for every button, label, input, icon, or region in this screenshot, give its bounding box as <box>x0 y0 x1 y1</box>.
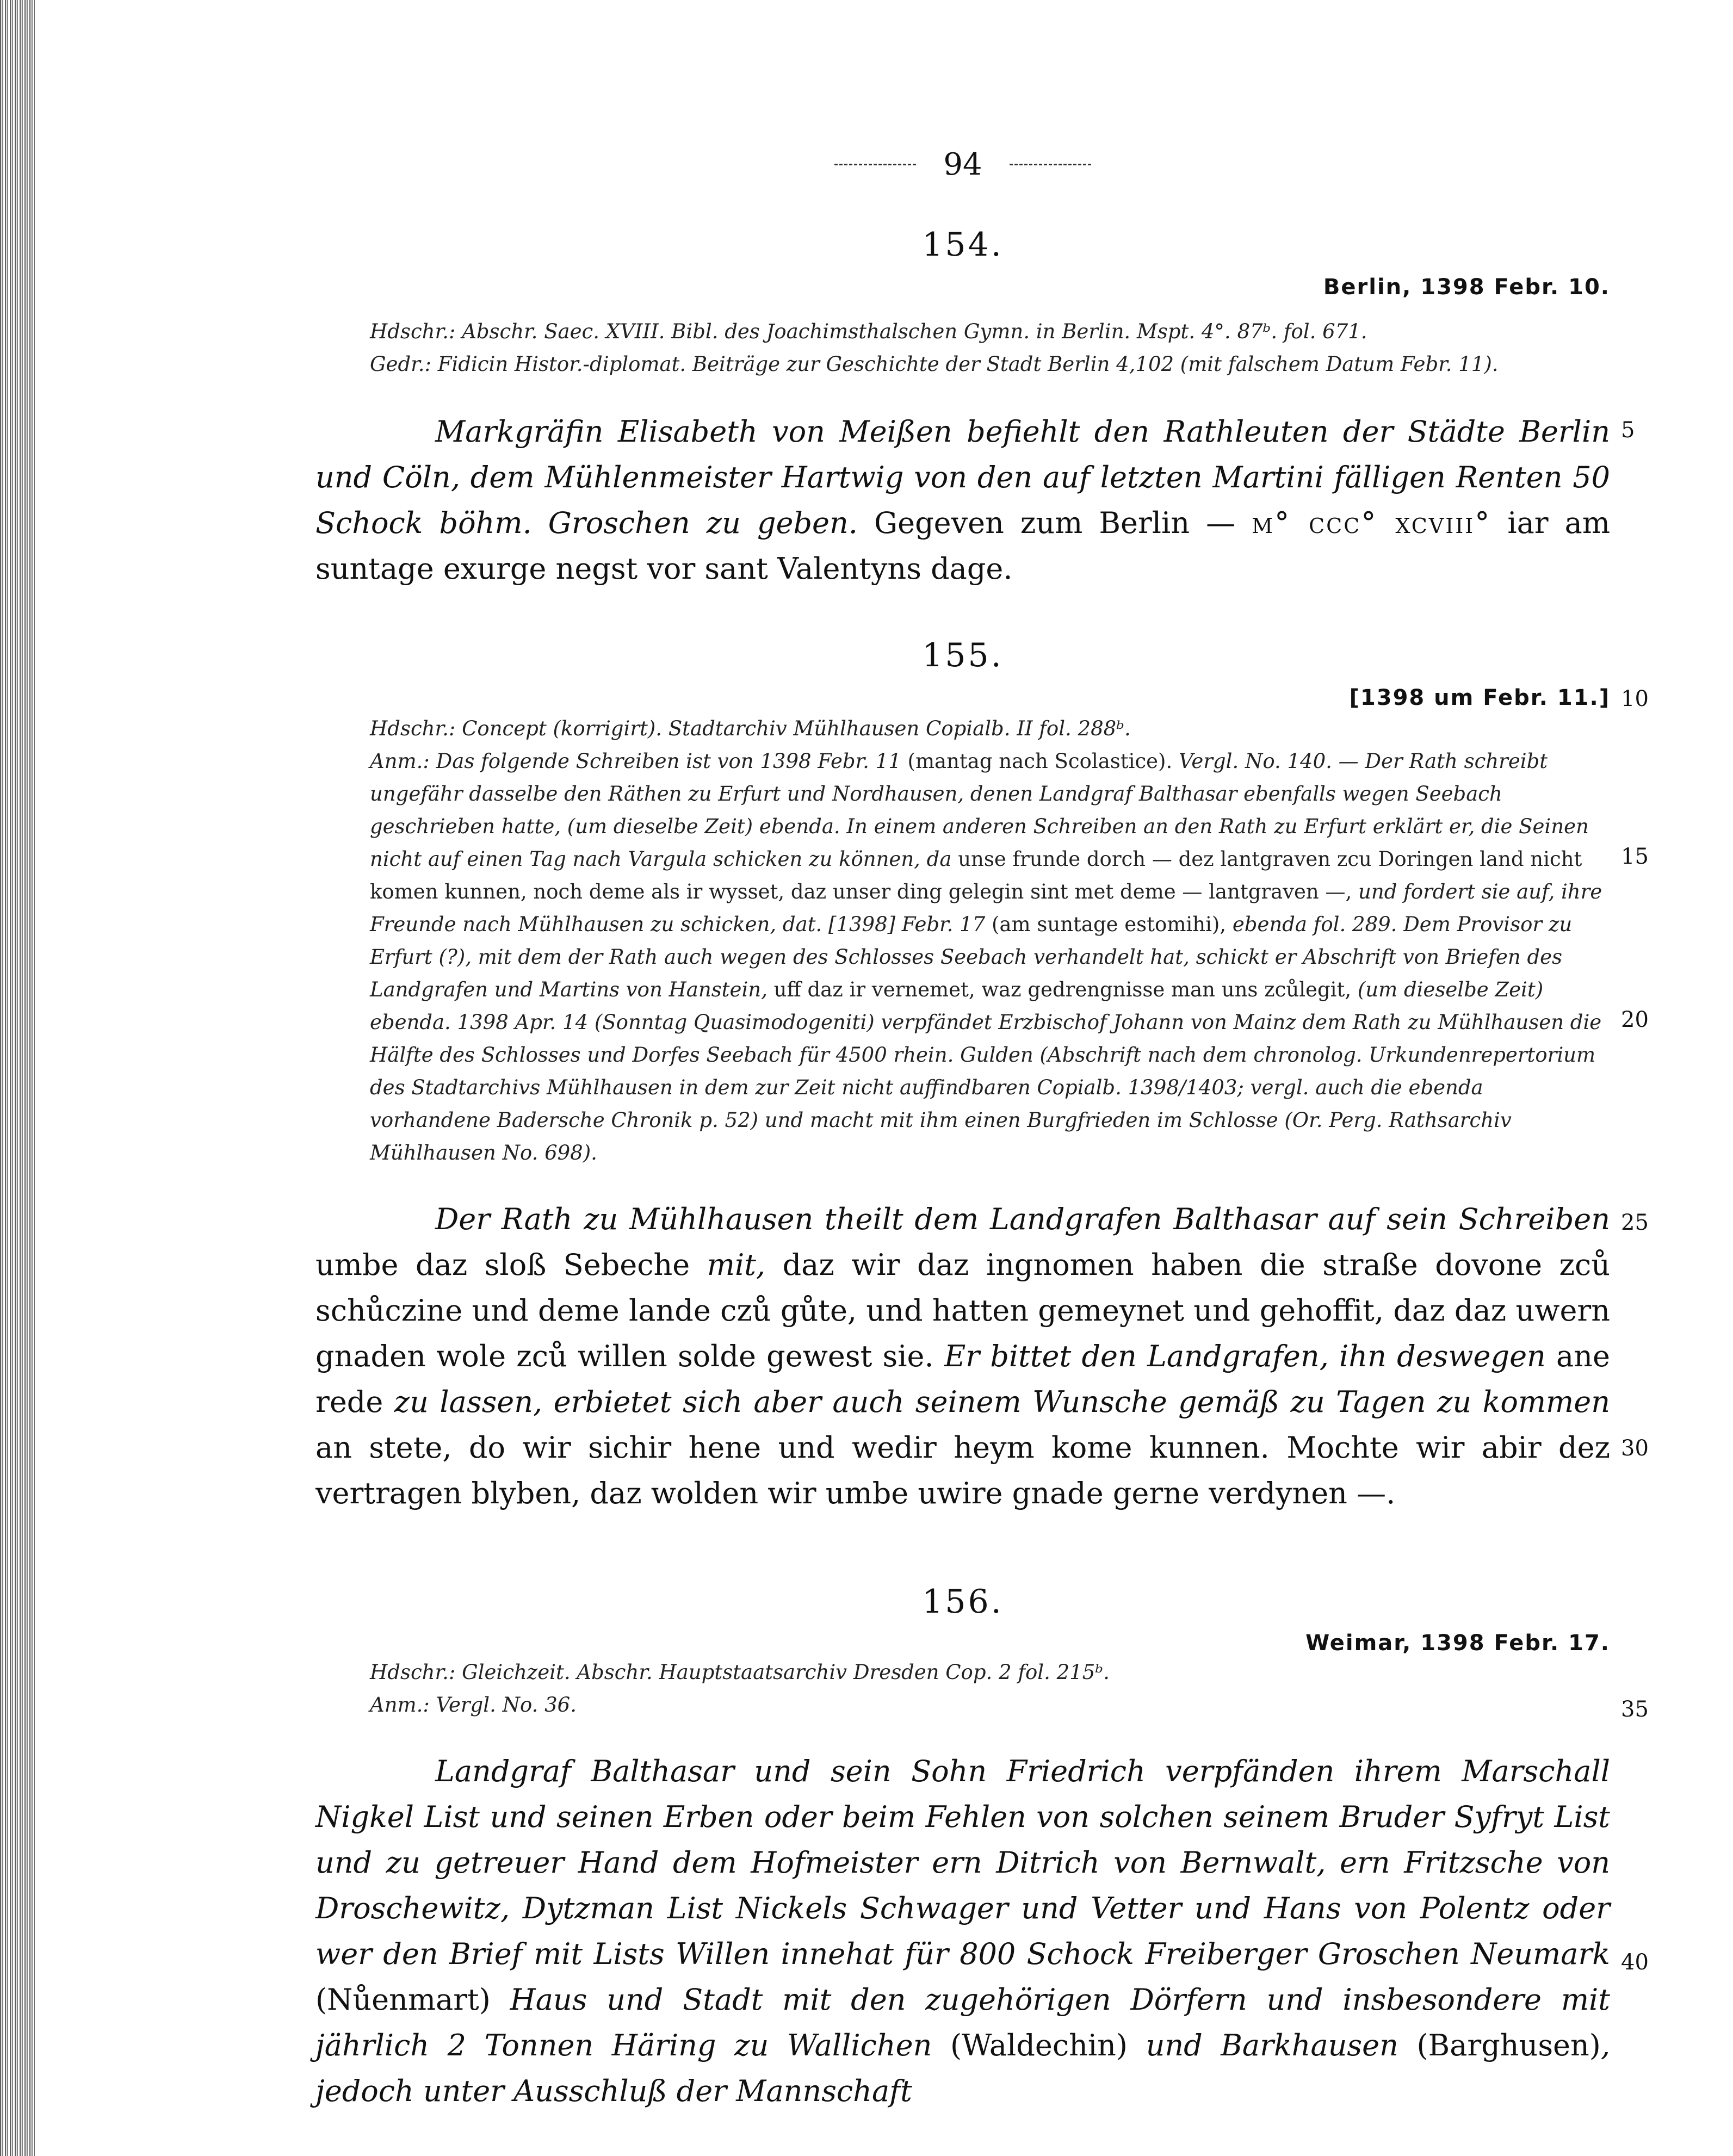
text-run: an stete, do wir sichir hene und wedir heym kome kunnen. Mochte wir abir dez vertragen blyben, daz wolden wir umbe uwire gnade gerne verdynen —. <box>315 1430 1610 1510</box>
entry-155-number: 155. <box>922 636 1004 674</box>
text-run: Der Rath zu Mühlhausen theilt dem Landgrafen Balthasar auf sein Schreiben <box>435 1202 1610 1236</box>
line-number: 5 <box>1621 418 1635 443</box>
line-number: 30 <box>1621 1436 1649 1461</box>
text-run: umbe daz sloß Sebeche <box>315 1248 707 1282</box>
anm-label: Anm.: <box>370 1693 430 1717</box>
hdschr-label: Hdschr.: <box>370 717 456 740</box>
entry-154-apparatus <box>370 315 1610 381</box>
text-run: (Waldechin) <box>932 2028 1146 2062</box>
document-page <box>315 0 1649 2156</box>
hdschr-text: Concept (korrigirt). Stadtarchiv Mühlhausen Copialb. II fol. 288ᵇ. <box>462 717 1131 740</box>
text-run: Das folgende Schreiben ist von 1398 Febr. 11 <box>436 749 901 773</box>
line-number: 35 <box>1621 1697 1649 1722</box>
text-run: und Barkhausen <box>1146 2028 1398 2062</box>
page-number: 94 <box>943 147 982 182</box>
text-run: und fordert sie auf, ihre Freunde nach Mühlhausen zu schicken, dat. [1398] Febr. 17 <box>370 880 1602 936</box>
entry-155-dateline: [1398 um Febr. 11.] <box>1349 685 1610 710</box>
text-run: daz wir daz ingnomen haben die straße dovone zců schůczine und deme lande czů gůte, und hatten gemeynet und gehoffit, daz daz uwern gnaden wole zců willen solde gewest sie. <box>315 1248 1610 1373</box>
book-binding-edge <box>0 0 35 2156</box>
entry-156-apparatus <box>370 1656 1610 1721</box>
line-number: 20 <box>1621 1007 1649 1032</box>
text-run: Landgraf Balthasar und sein Sohn Friedrich verpfänden ihrem Marschall Nigkel List und seinen Erben oder beim Fehlen von solchen seinem Bruder Syfryt List und zu getreuer Hand dem Hofmeister ern Ditrich von Bernwalt, ern Fritzsche von Droschewitz, Dytzman List Nickels Schwager und Vetter und Hans von Polentz oder wer den Brief mit Lists Willen innehat für 800 Schock Freiberger Groschen Neumark <box>315 1754 1610 1971</box>
text-run: (am suntage estomihi), <box>992 913 1233 936</box>
text-run: (um dieselbe Zeit) ebenda. 1398 Apr. 14 (Sonntag Quasimodogeniti) verpfändet Erzbischof Johann von Mainz dem Rath zu Mühlhausen die Hälfte des Schlosses und Dorfes Seebach für 4500 rhein. Gulden (Abschrift nach dem chronolog. Urkundenrepertorium des Stadtarchivs Mühlhausen in dem zur Zeit nicht auffindbaren Copialb. 1398/1403; vergl. auch die ebenda vorhandene Badersche Chronik p. 52) und macht mit ihm einen Burgfrieden im Schlosse (Or. Perg. Rathsarchiv Mühlhausen No. 698). <box>370 978 1602 1164</box>
entry-156-dateline: Weimar, 1398 Febr. 17. <box>1305 1631 1610 1656</box>
entry-154-number: 154. <box>922 226 1004 264</box>
text-run: zu lassen, erbietet sich aber auch seinem Wunsche gemäß zu Tagen zu kommen <box>394 1385 1610 1419</box>
line-number: 25 <box>1621 1210 1649 1235</box>
hdschr-text: Gleichzeit. Abschr. Hauptstaatsarchiv Dresden Cop. 2 fol. 215ᵇ. <box>462 1661 1110 1684</box>
entry-154-dateline: Berlin, 1398 Febr. 10. <box>1323 275 1610 300</box>
entry-155-regest <box>315 1197 1610 1516</box>
anm-text: Vergl. No. 36. <box>436 1693 577 1717</box>
line-number: 10 <box>1621 686 1649 711</box>
text-run: uff daz ir vernemet, waz gedrengnisse man uns zcůlegit, <box>773 978 1358 1001</box>
regest-text-1: Gegeven zum Berlin — <box>874 506 1236 540</box>
gedr-label: Gedr.: <box>370 352 431 376</box>
text-run: mit, <box>707 1248 766 1282</box>
header-rule-left <box>834 164 916 165</box>
entry-156-number: 156. <box>922 1583 1004 1621</box>
entry-156-regest <box>315 1749 1610 2114</box>
hdschr-label: Hdschr.: <box>370 320 456 343</box>
text-run: unse frunde dorch — dez lantgraven zcu Doringen land nicht komen kunnen, noch deme als ir wysset, daz unser ding gelegin sint met deme — lantgraven —, <box>370 847 1582 903</box>
header-rule-right <box>1010 164 1091 165</box>
regest-text-2: iar am suntage exurge negst vor sant Valentyns dage. <box>315 506 1611 586</box>
text-run: , jedoch unter Ausschluß der Mannschaft <box>315 2028 1611 2108</box>
anm-label: Anm.: <box>370 749 430 773</box>
regest-summary: Markgräfin Elisabeth von Meißen befiehlt den Rathleuten der Städte Berlin und Cöln, dem Mühlenmeister Hartwig von den auf letzten Martini fälligen Renten 50 Schock böhm. Groschen zu geben. <box>315 414 1610 540</box>
text-run: (mantag nach Scolastice). <box>901 749 1179 773</box>
hdschr-text: Abschr. Saec. XVIII. Bibl. des Joachimsthalschen Gymn. in Berlin. Mspt. 4°. 87ᵇ. fol. 671. <box>462 320 1367 343</box>
text-run: ebenda fol. 289. Dem Provisor zu Erfurt (?), mit dem der Rath auch wegen des Schlosses Seebach verhandelt hat, schickt er Abschrift von Briefen des Landgrafen und Martins von Hanstein, <box>370 913 1573 1001</box>
gedr-text: Fidicin Histor.-diplomat. Beiträge zur Geschichte der Stadt Berlin 4,102 (mit falschem Datum Febr. 11). <box>437 352 1499 376</box>
hdschr-label: Hdschr.: <box>370 1661 456 1684</box>
text-run: ane rede <box>315 1339 1610 1419</box>
entry-155-apparatus <box>370 713 1610 1169</box>
regest-date: m° ccc° xcviii° <box>1252 506 1491 540</box>
text-run: (Barghusen) <box>1398 2028 1601 2062</box>
line-number: 40 <box>1621 1950 1649 1975</box>
text-run: Haus und Stadt mit den zugehörigen Dörfern und insbesondere mit jährlich 2 Tonnen Häring zu Wallichen <box>315 1982 1611 2062</box>
text-run: Er bittet den Landgrafen, ihn deswegen <box>944 1339 1546 1373</box>
line-number: 15 <box>1621 844 1649 869</box>
entry-154-regest <box>315 409 1610 592</box>
text-run: Vergl. No. 140. — Der Rath schreibt ungefähr dasselbe den Räthen zu Erfurt und Nordhausen, denen Landgraf Balthasar ebenfalls wegen Seebach geschrieben hatte, (um dieselbe Zeit) ebenda. In einem anderen Schreiben an den Rath zu Erfurt erklärt er, die Seinen nicht auf einen Tag nach Vargula schicken zu können, da <box>370 749 1589 871</box>
page-header <box>315 147 1610 196</box>
text-run: (Nůenmart) <box>315 1982 510 2017</box>
